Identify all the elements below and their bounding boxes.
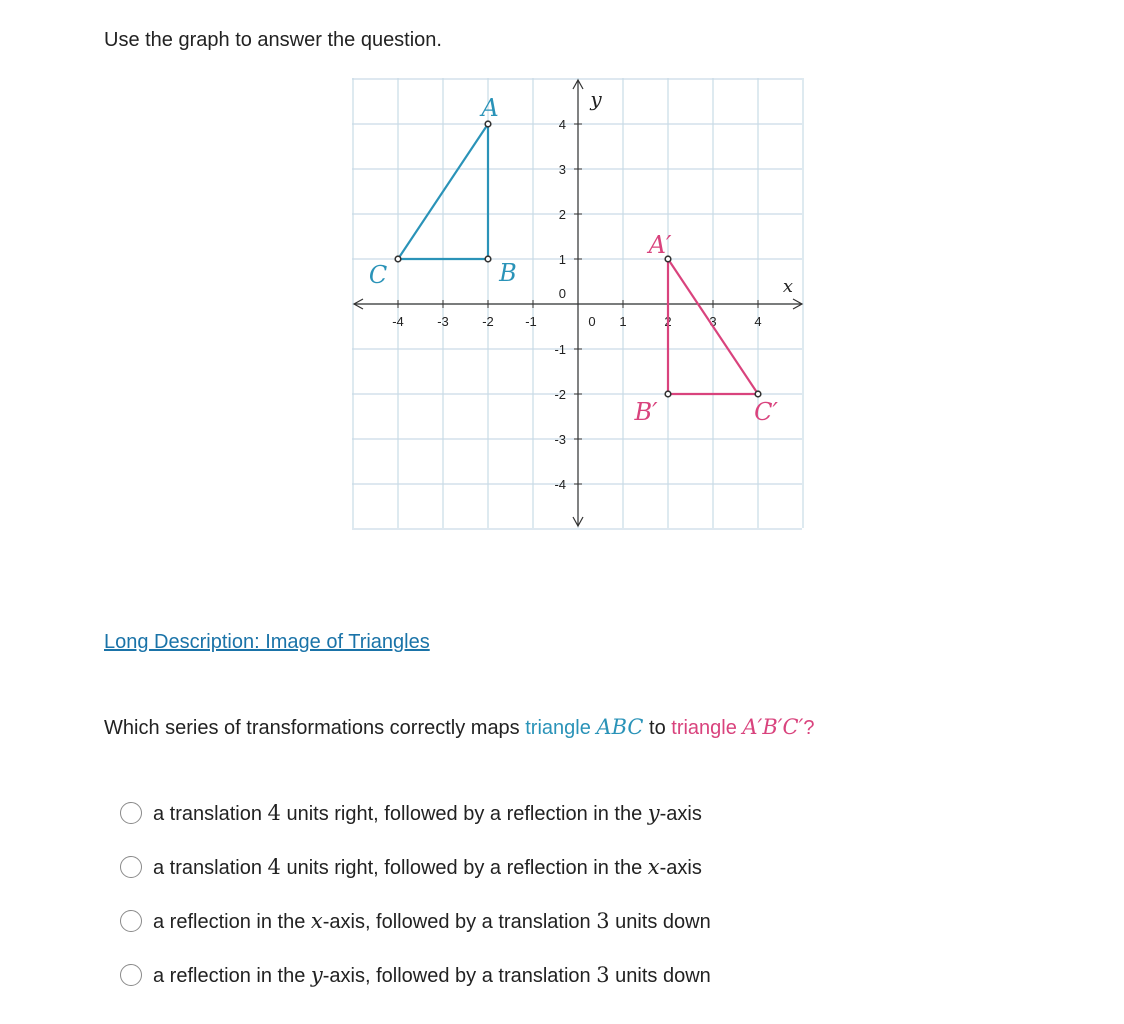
x-tick-label: 1 xyxy=(619,314,627,329)
y-tick-label: -2 xyxy=(554,387,566,402)
choice-2-before: a translation xyxy=(153,856,268,879)
triangle-abc-prime-label-b: B′ xyxy=(634,398,658,426)
question-triangle-word-2: triangle xyxy=(671,717,743,739)
triangle-abc-vertex-a xyxy=(485,121,491,127)
choice-2-text xyxy=(153,855,702,880)
x-tick-label: 0 xyxy=(588,314,596,329)
question-prompt: Use the graph to answer the question. xyxy=(104,29,442,51)
coordinate-graph xyxy=(350,76,806,532)
choice-4-variable: y xyxy=(310,962,323,987)
question-triangle-abc: ABC xyxy=(596,715,644,739)
choice-1-number: 4 xyxy=(267,800,281,825)
x-tick-label: -4 xyxy=(392,314,404,329)
choice-4[interactable] xyxy=(120,948,711,1002)
choice-3-text xyxy=(153,909,711,934)
radio-button-3[interactable] xyxy=(120,910,142,932)
graph-svg xyxy=(350,76,806,532)
y-tick-label: -3 xyxy=(554,432,566,447)
question-suffix: ? xyxy=(803,717,815,739)
triangle-abc-vertex-c xyxy=(395,256,401,262)
y-tick-label: 3 xyxy=(558,162,566,177)
choice-4-text xyxy=(153,963,711,988)
x-tick-label: 3 xyxy=(709,314,717,329)
question-triangle-abc-prime: A′B′C′ xyxy=(742,715,804,739)
triangle-abc-prime-label-c: C′ xyxy=(754,398,778,426)
y-axis-label: y xyxy=(590,87,602,111)
y-tick-label: 0 xyxy=(558,286,566,301)
radio-button-4[interactable] xyxy=(120,964,142,986)
triangle-abc-vertex-b xyxy=(485,256,491,262)
choice-2-middle: units right, followed by a reflection in the xyxy=(280,856,648,879)
choice-4-after: units down xyxy=(609,964,711,987)
question-middle: to xyxy=(643,717,672,739)
x-tick-label: 4 xyxy=(754,314,762,329)
triangle-abc-prime-label-a: A′ xyxy=(648,231,672,259)
choice-1-after: -axis xyxy=(659,802,702,825)
radio-button-2[interactable] xyxy=(120,856,142,878)
x-axis-label: x xyxy=(782,276,794,297)
y-tick-label: 4 xyxy=(558,117,566,132)
tick-labels xyxy=(392,87,793,492)
choice-2-after: -axis xyxy=(659,856,702,879)
choice-3-before: a reflection in the xyxy=(153,910,311,933)
choice-3-variable: x xyxy=(310,908,323,933)
triangle-abc-label-a: A xyxy=(481,94,499,122)
y-tick-label: -1 xyxy=(554,342,566,357)
y-tick-label: -4 xyxy=(554,477,566,492)
triangle-abc-prime-vertex-c xyxy=(755,391,761,397)
question-triangle-word-1: triangle xyxy=(525,717,597,739)
choice-1-middle: units right, followed by a reflection in the xyxy=(280,802,648,825)
triangles xyxy=(369,94,779,426)
question-text xyxy=(104,714,815,741)
choice-4-number: 3 xyxy=(596,962,610,987)
question-prefix: Which series of transformations correctly maps xyxy=(104,717,526,739)
choice-2-number: 4 xyxy=(267,854,281,879)
axes xyxy=(354,80,802,526)
x-tick-label: -2 xyxy=(482,314,494,329)
triangle-abc-prime-vertex-b xyxy=(665,391,671,397)
choice-2-variable: x xyxy=(647,854,660,879)
x-tick-label: 2 xyxy=(664,314,672,329)
choice-1-variable: y xyxy=(647,800,660,825)
choice-4-before: a reflection in the xyxy=(153,964,311,987)
x-tick-label: -3 xyxy=(437,314,449,329)
choice-1[interactable] xyxy=(120,786,711,840)
choice-3-number: 3 xyxy=(596,908,610,933)
choice-1-text xyxy=(153,801,702,826)
y-tick-label: 2 xyxy=(558,207,566,222)
choice-1-before: a translation xyxy=(153,802,268,825)
choice-3-after: units down xyxy=(609,910,711,933)
triangle-abc-label-b: B xyxy=(499,259,517,287)
choice-4-middle: -axis, followed by a translation xyxy=(322,964,597,987)
answer-choices xyxy=(120,786,711,1002)
choice-3[interactable] xyxy=(120,894,711,948)
triangle-abc-label-c: C xyxy=(368,261,388,289)
y-tick-label: 1 xyxy=(558,252,566,267)
long-description-link[interactable]: Long Description: Image of Triangles xyxy=(104,631,430,653)
choice-2[interactable] xyxy=(120,840,711,894)
radio-button-1[interactable] xyxy=(120,802,142,824)
choice-3-middle: -axis, followed by a translation xyxy=(322,910,597,933)
x-tick-label: -1 xyxy=(525,314,537,329)
